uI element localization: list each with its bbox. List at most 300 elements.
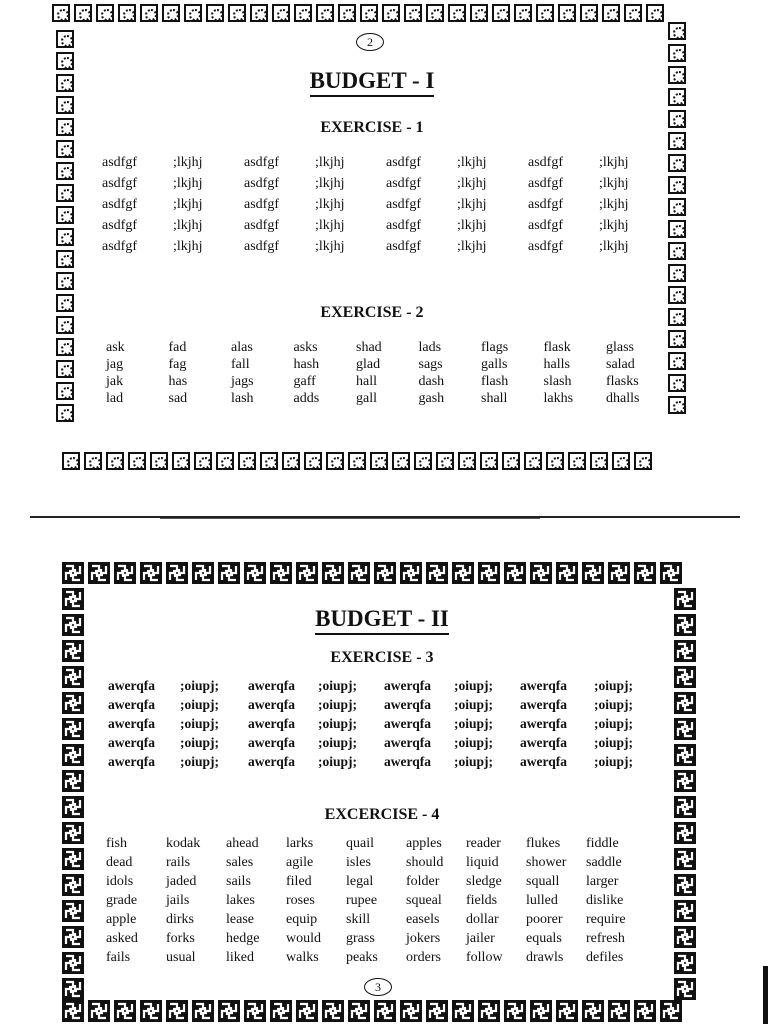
word-cell: hash xyxy=(293,357,320,372)
word-cell: slash xyxy=(543,374,572,389)
ornament-square-icon xyxy=(56,360,74,378)
ornament-swirl-icon xyxy=(674,848,696,870)
word-cell: lakes xyxy=(226,893,255,908)
ornament-square-icon xyxy=(56,96,74,114)
word-cell: lease xyxy=(226,912,254,927)
word-cell: gaff xyxy=(293,374,316,389)
ornament-square-icon xyxy=(414,452,432,470)
word-cell: ;lkjhj xyxy=(173,197,203,212)
word-cell: liked xyxy=(226,950,254,965)
ornament-swirl-icon xyxy=(674,718,696,740)
ornament-square-icon xyxy=(668,176,686,194)
word-cell: dislike xyxy=(586,893,624,908)
ornament-square-icon xyxy=(140,4,158,22)
word-cell: grade xyxy=(106,893,138,908)
ornament-square-icon xyxy=(360,4,378,22)
exercise-4-heading: EXCERCISE - 4 xyxy=(324,806,440,823)
ornament-square-icon xyxy=(612,452,630,470)
word-cell: flags xyxy=(481,340,509,355)
word-cell: isles xyxy=(346,855,371,870)
word-cell: awerqfa xyxy=(520,735,567,750)
word-cell: glass xyxy=(606,340,634,355)
ornament-swirl-icon xyxy=(504,1000,526,1022)
word-cell: ;lkjhj xyxy=(599,239,629,254)
ornament-swirl-icon xyxy=(674,926,696,948)
ornament-square-icon xyxy=(96,4,114,22)
ornament-swirl-icon xyxy=(244,562,266,584)
ornament-square-icon xyxy=(624,4,642,22)
ornament-swirl-icon xyxy=(660,1000,682,1022)
ornament-square-icon xyxy=(668,396,686,414)
ornament-swirl-icon xyxy=(62,848,84,870)
word-cell: ;oiupj; xyxy=(594,716,634,731)
word-cell: filed xyxy=(286,874,312,889)
word-cell: ;lkjhj xyxy=(457,239,487,254)
ornament-square-icon xyxy=(514,4,532,22)
ornament-square-icon xyxy=(250,4,268,22)
ornament-swirl-icon xyxy=(582,1000,604,1022)
ornament-swirl-icon xyxy=(62,926,84,948)
word-cell: awerqfa xyxy=(248,754,295,769)
word-cell: halls xyxy=(543,357,570,372)
word-cell: asdfgf xyxy=(244,218,279,233)
exercise-1-grid xyxy=(102,155,670,255)
word-cell: awerqfa xyxy=(384,678,431,693)
ornament-swirl-icon xyxy=(322,1000,344,1022)
ornament-square-icon xyxy=(668,286,686,304)
word-cell: adds xyxy=(293,391,320,406)
exercise-3-grid xyxy=(108,678,654,770)
ornament-swirl-icon xyxy=(62,562,84,584)
ornament-square-icon xyxy=(84,452,102,470)
word-cell: fiddle xyxy=(586,836,619,851)
word-cell: ;lkjhj xyxy=(599,155,629,170)
ornament-swirl-icon xyxy=(674,822,696,844)
word-cell: idols xyxy=(106,874,134,889)
word-cell: easels xyxy=(406,912,440,927)
ornament-square-icon xyxy=(524,452,542,470)
word-cell: awerqfa xyxy=(108,716,155,731)
page-bottom xyxy=(62,560,702,1024)
ornament-swirl-icon xyxy=(192,1000,214,1022)
word-cell: ;oiupj; xyxy=(318,697,358,712)
word-cell: ;lkjhj xyxy=(315,176,345,191)
word-cell: jailer xyxy=(466,931,495,946)
word-cell: galls xyxy=(481,357,508,372)
ornament-square-icon xyxy=(634,452,652,470)
ornament-swirl-icon xyxy=(400,562,422,584)
word-cell: should xyxy=(406,855,444,870)
word-cell: shower xyxy=(526,855,567,870)
ornament-swirl-icon xyxy=(452,562,474,584)
word-cell: jak xyxy=(106,374,124,389)
word-cell: ;oiupj; xyxy=(180,697,220,712)
word-cell: ahead xyxy=(226,836,259,851)
ornament-square-icon xyxy=(536,4,554,22)
word-cell: rails xyxy=(166,855,191,870)
word-cell: asdfgf xyxy=(102,239,137,254)
word-cell: awerqfa xyxy=(520,697,567,712)
word-cell: ;lkjhj xyxy=(173,155,203,170)
ornament-square-icon xyxy=(326,452,344,470)
word-cell: awerqfa xyxy=(384,754,431,769)
word-cell: saddle xyxy=(586,855,622,870)
word-cell: liquid xyxy=(466,855,499,870)
word-cell: awerqfa xyxy=(384,716,431,731)
ornament-square-icon xyxy=(56,382,74,400)
ornament-swirl-icon xyxy=(218,562,240,584)
ornament-swirl-icon xyxy=(296,562,318,584)
word-cell: ;lkjhj xyxy=(457,218,487,233)
ornament-square-icon xyxy=(370,452,388,470)
word-cell: kodak xyxy=(166,836,201,851)
word-cell: asdfgf xyxy=(386,239,421,254)
word-cell: asdfgf xyxy=(386,155,421,170)
word-cell: require xyxy=(586,912,626,927)
ornament-square-icon xyxy=(304,452,322,470)
word-cell: sails xyxy=(226,874,251,889)
ornament-swirl-icon xyxy=(166,1000,188,1022)
ornament-swirl-icon xyxy=(62,1000,84,1022)
word-cell: awerqfa xyxy=(384,735,431,750)
word-cell: orders xyxy=(406,950,441,965)
word-cell: ;lkjhj xyxy=(173,218,203,233)
word-cell: ;lkjhj xyxy=(599,218,629,233)
word-cell: asdfgf xyxy=(244,176,279,191)
ornament-square-icon xyxy=(260,452,278,470)
ornament-swirl-icon xyxy=(426,562,448,584)
word-cell: ;lkjhj xyxy=(599,197,629,212)
word-cell: awerqfa xyxy=(248,716,295,731)
word-cell: awerqfa xyxy=(108,697,155,712)
ornament-swirl-icon xyxy=(62,900,84,922)
word-cell: quail xyxy=(346,836,374,851)
ornament-square-icon xyxy=(128,452,146,470)
ornament-swirl-icon xyxy=(660,562,682,584)
ornament-square-icon xyxy=(56,206,74,224)
word-cell: would xyxy=(286,931,321,946)
word-cell: ;oiupj; xyxy=(454,697,494,712)
word-cell: jails xyxy=(166,893,190,908)
ornament-square-icon xyxy=(426,4,444,22)
word-cell: usual xyxy=(166,950,196,965)
exercise-2-heading: EXERCISE - 2 xyxy=(320,304,424,321)
exercise-4-grid xyxy=(106,836,646,966)
word-cell: fad xyxy=(168,340,187,355)
ornament-square-icon xyxy=(106,452,124,470)
word-cell: ;oiupj; xyxy=(318,735,358,750)
word-cell: apple xyxy=(106,912,137,927)
ornament-swirl-icon xyxy=(556,562,578,584)
ornament-square-icon xyxy=(62,452,80,470)
ornament-swirl-icon xyxy=(348,1000,370,1022)
ornament-swirl-icon xyxy=(634,1000,656,1022)
word-cell: asdfgf xyxy=(386,176,421,191)
ornament-square-icon xyxy=(448,4,466,22)
ornament-swirl-icon xyxy=(62,952,84,974)
word-cell: dash xyxy=(418,374,445,389)
word-cell: asdfgf xyxy=(244,197,279,212)
ornament-square-icon xyxy=(546,452,564,470)
word-cell: asdfgf xyxy=(528,155,563,170)
ornament-swirl-icon xyxy=(88,562,110,584)
word-cell: flasks xyxy=(606,374,639,389)
ornament-swirl-icon xyxy=(88,1000,110,1022)
ornament-square-icon xyxy=(668,198,686,216)
ornament-square-icon xyxy=(118,4,136,22)
ornament-swirl-icon xyxy=(270,562,292,584)
word-cell: squeal xyxy=(406,893,442,908)
ornament-square-icon xyxy=(646,4,664,22)
word-cell: ;oiupj; xyxy=(454,735,494,750)
word-cell: lulled xyxy=(526,893,558,908)
word-cell: shall xyxy=(481,391,508,406)
ornament-swirl-icon xyxy=(674,692,696,714)
top-border-pattern xyxy=(62,562,682,584)
word-cell: asdfgf xyxy=(528,239,563,254)
word-cell: follow xyxy=(466,950,503,965)
word-cell: asdfgf xyxy=(102,218,137,233)
ornament-swirl-icon xyxy=(504,562,526,584)
word-cell: ;oiupj; xyxy=(180,735,220,750)
ornament-swirl-icon xyxy=(192,562,214,584)
word-cell: awerqfa xyxy=(520,754,567,769)
word-cell: shad xyxy=(356,340,382,355)
word-cell: lash xyxy=(231,391,254,406)
ornament-swirl-icon xyxy=(478,1000,500,1022)
ornament-square-icon xyxy=(56,272,74,290)
word-cell: dead xyxy=(106,855,133,870)
ornament-square-icon xyxy=(150,452,168,470)
word-cell: folder xyxy=(406,874,440,889)
ornament-swirl-icon xyxy=(674,978,696,1000)
word-cell: equals xyxy=(526,931,562,946)
ornament-square-icon xyxy=(216,452,234,470)
word-cell: lakhs xyxy=(543,391,574,406)
word-cell: ;oiupj; xyxy=(594,697,634,712)
ornament-square-icon xyxy=(184,4,202,22)
ornament-swirl-icon xyxy=(530,562,552,584)
word-cell: awerqfa xyxy=(108,754,155,769)
ornament-square-icon xyxy=(668,44,686,62)
ornament-swirl-icon xyxy=(322,562,344,584)
ornament-swirl-icon xyxy=(608,562,630,584)
ornament-square-icon xyxy=(470,4,488,22)
ornament-square-icon xyxy=(56,250,74,268)
ornament-square-icon xyxy=(436,452,454,470)
word-cell: drawls xyxy=(526,950,564,965)
word-cell: equip xyxy=(286,912,318,927)
ornament-swirl-icon xyxy=(62,744,84,766)
word-cell: refresh xyxy=(586,931,625,946)
ornament-square-icon xyxy=(568,452,586,470)
ornament-square-icon xyxy=(162,4,180,22)
ornament-square-icon xyxy=(404,4,422,22)
ornament-swirl-icon xyxy=(140,562,162,584)
word-cell: dollar xyxy=(466,912,499,927)
word-cell: peaks xyxy=(346,950,378,965)
word-cell: ;oiupj; xyxy=(318,754,358,769)
word-cell: ;oiupj; xyxy=(454,678,494,693)
word-cell: flash xyxy=(481,374,509,389)
word-cell: larks xyxy=(286,836,314,851)
word-cell: asdfgf xyxy=(244,239,279,254)
ornament-swirl-icon xyxy=(674,744,696,766)
page-number: 2 xyxy=(356,33,384,51)
word-cell: sales xyxy=(226,855,254,870)
word-cell: ;lkjhj xyxy=(173,176,203,191)
word-cell: gall xyxy=(356,391,377,406)
ornament-swirl-icon xyxy=(62,718,84,740)
word-cell: asdfgf xyxy=(102,155,137,170)
word-cell: asked xyxy=(106,931,138,946)
word-cell: ;oiupj; xyxy=(594,735,634,750)
word-cell: asdfgf xyxy=(244,155,279,170)
ornament-square-icon xyxy=(272,4,290,22)
ornament-swirl-icon xyxy=(426,1000,448,1022)
word-cell: lads xyxy=(418,340,442,355)
word-cell: asks xyxy=(293,340,318,355)
word-cell: fall xyxy=(231,357,250,372)
word-cell: ;lkjhj xyxy=(173,239,203,254)
ornament-square-icon xyxy=(56,184,74,202)
ornament-square-icon xyxy=(172,452,190,470)
word-cell: fish xyxy=(106,836,127,851)
ornament-swirl-icon xyxy=(674,666,696,688)
ornament-square-icon xyxy=(502,452,520,470)
ornament-swirl-icon xyxy=(608,1000,630,1022)
ornament-swirl-icon xyxy=(244,1000,266,1022)
ornament-square-icon xyxy=(56,162,74,180)
word-cell: ;oiupj; xyxy=(318,678,358,693)
ornament-square-icon xyxy=(56,140,74,158)
ornament-swirl-icon xyxy=(62,666,84,688)
word-cell: roses xyxy=(286,893,315,908)
word-cell: reader xyxy=(466,836,501,851)
exercise-3-heading: EXERCISE - 3 xyxy=(330,649,434,666)
ornament-square-icon xyxy=(56,338,74,356)
word-cell: asdfgf xyxy=(386,218,421,233)
word-cell: jags xyxy=(231,374,254,389)
ornament-square-icon xyxy=(668,154,686,172)
word-cell: glad xyxy=(356,357,381,372)
ornament-square-icon xyxy=(316,4,334,22)
word-cell: dhalls xyxy=(606,391,640,406)
word-cell: has xyxy=(168,374,188,389)
ornament-swirl-icon xyxy=(582,562,604,584)
word-cell: fails xyxy=(106,950,131,965)
ornament-square-icon xyxy=(238,452,256,470)
ornament-swirl-icon xyxy=(556,1000,578,1022)
ornament-swirl-icon xyxy=(374,562,396,584)
ornament-square-icon xyxy=(282,452,300,470)
ornament-swirl-icon xyxy=(530,1000,552,1022)
ornament-swirl-icon xyxy=(62,770,84,792)
ornament-square-icon xyxy=(194,452,212,470)
scan-edge-mark xyxy=(763,966,768,1024)
word-cell: defiles xyxy=(586,950,624,965)
word-cell: ;oiupj; xyxy=(454,716,494,731)
ornament-swirl-icon xyxy=(478,562,500,584)
page-divider-shadow xyxy=(160,518,540,519)
word-cell: legal xyxy=(346,874,374,889)
word-cell: awerqfa xyxy=(248,678,295,693)
word-cell: dirks xyxy=(166,912,194,927)
ornament-swirl-icon xyxy=(400,1000,422,1022)
ornament-swirl-icon xyxy=(62,692,84,714)
word-cell: ask xyxy=(106,340,125,355)
ornament-square-icon xyxy=(228,4,246,22)
word-cell: hedge xyxy=(226,931,260,946)
word-cell: gash xyxy=(418,391,445,406)
word-cell: sad xyxy=(168,391,188,406)
word-cell: grass xyxy=(346,931,375,946)
ornament-square-icon xyxy=(668,242,686,260)
word-cell: hall xyxy=(356,374,377,389)
word-cell: agile xyxy=(286,855,314,870)
page-number: 3 xyxy=(364,978,392,996)
ornament-square-icon xyxy=(558,4,576,22)
ornament-square-icon xyxy=(668,264,686,282)
ornament-swirl-icon xyxy=(674,770,696,792)
word-cell: sledge xyxy=(466,874,502,889)
ornament-swirl-icon xyxy=(62,874,84,896)
ornament-swirl-icon xyxy=(452,1000,474,1022)
ornament-square-icon xyxy=(580,4,598,22)
word-cell: ;lkjhj xyxy=(315,155,345,170)
word-cell: poorer xyxy=(526,912,563,927)
ornament-swirl-icon xyxy=(62,822,84,844)
word-cell: sags xyxy=(418,357,443,372)
word-cell: squall xyxy=(526,874,560,889)
ornament-swirl-icon xyxy=(114,562,136,584)
word-cell: ;lkjhj xyxy=(457,155,487,170)
ornament-square-icon xyxy=(348,452,366,470)
word-cell: asdfgf xyxy=(528,176,563,191)
top-border-pattern xyxy=(52,4,664,22)
word-cell: awerqfa xyxy=(520,716,567,731)
ornament-square-icon xyxy=(382,4,400,22)
page-title: BUDGET - II xyxy=(62,606,702,632)
word-cell: rupee xyxy=(346,893,378,908)
word-cell: ;oiupj; xyxy=(594,678,634,693)
word-cell: apples xyxy=(406,836,442,851)
ornament-swirl-icon xyxy=(296,1000,318,1022)
word-cell: flukes xyxy=(526,836,561,851)
ornament-swirl-icon xyxy=(62,978,84,1000)
word-cell: asdfgf xyxy=(102,176,137,191)
ornament-square-icon xyxy=(52,4,70,22)
word-cell: awerqfa xyxy=(248,735,295,750)
word-cell: awerqfa xyxy=(108,678,155,693)
page-title: BUDGET - I xyxy=(52,68,692,94)
word-cell: lad xyxy=(106,391,124,406)
ornament-square-icon xyxy=(206,4,224,22)
exercise-2-grid xyxy=(106,340,669,407)
ornament-square-icon xyxy=(392,452,410,470)
word-cell: ;lkjhj xyxy=(315,197,345,212)
word-cell: asdfgf xyxy=(102,197,137,212)
ornament-swirl-icon xyxy=(114,1000,136,1022)
ornament-square-icon xyxy=(602,4,620,22)
word-cell: ;oiupj; xyxy=(180,716,220,731)
ornament-swirl-icon xyxy=(348,562,370,584)
ornament-square-icon xyxy=(56,30,74,48)
ornament-swirl-icon xyxy=(218,1000,240,1022)
word-cell: ;lkjhj xyxy=(599,176,629,191)
ornament-swirl-icon xyxy=(674,900,696,922)
word-cell: flask xyxy=(543,340,571,355)
